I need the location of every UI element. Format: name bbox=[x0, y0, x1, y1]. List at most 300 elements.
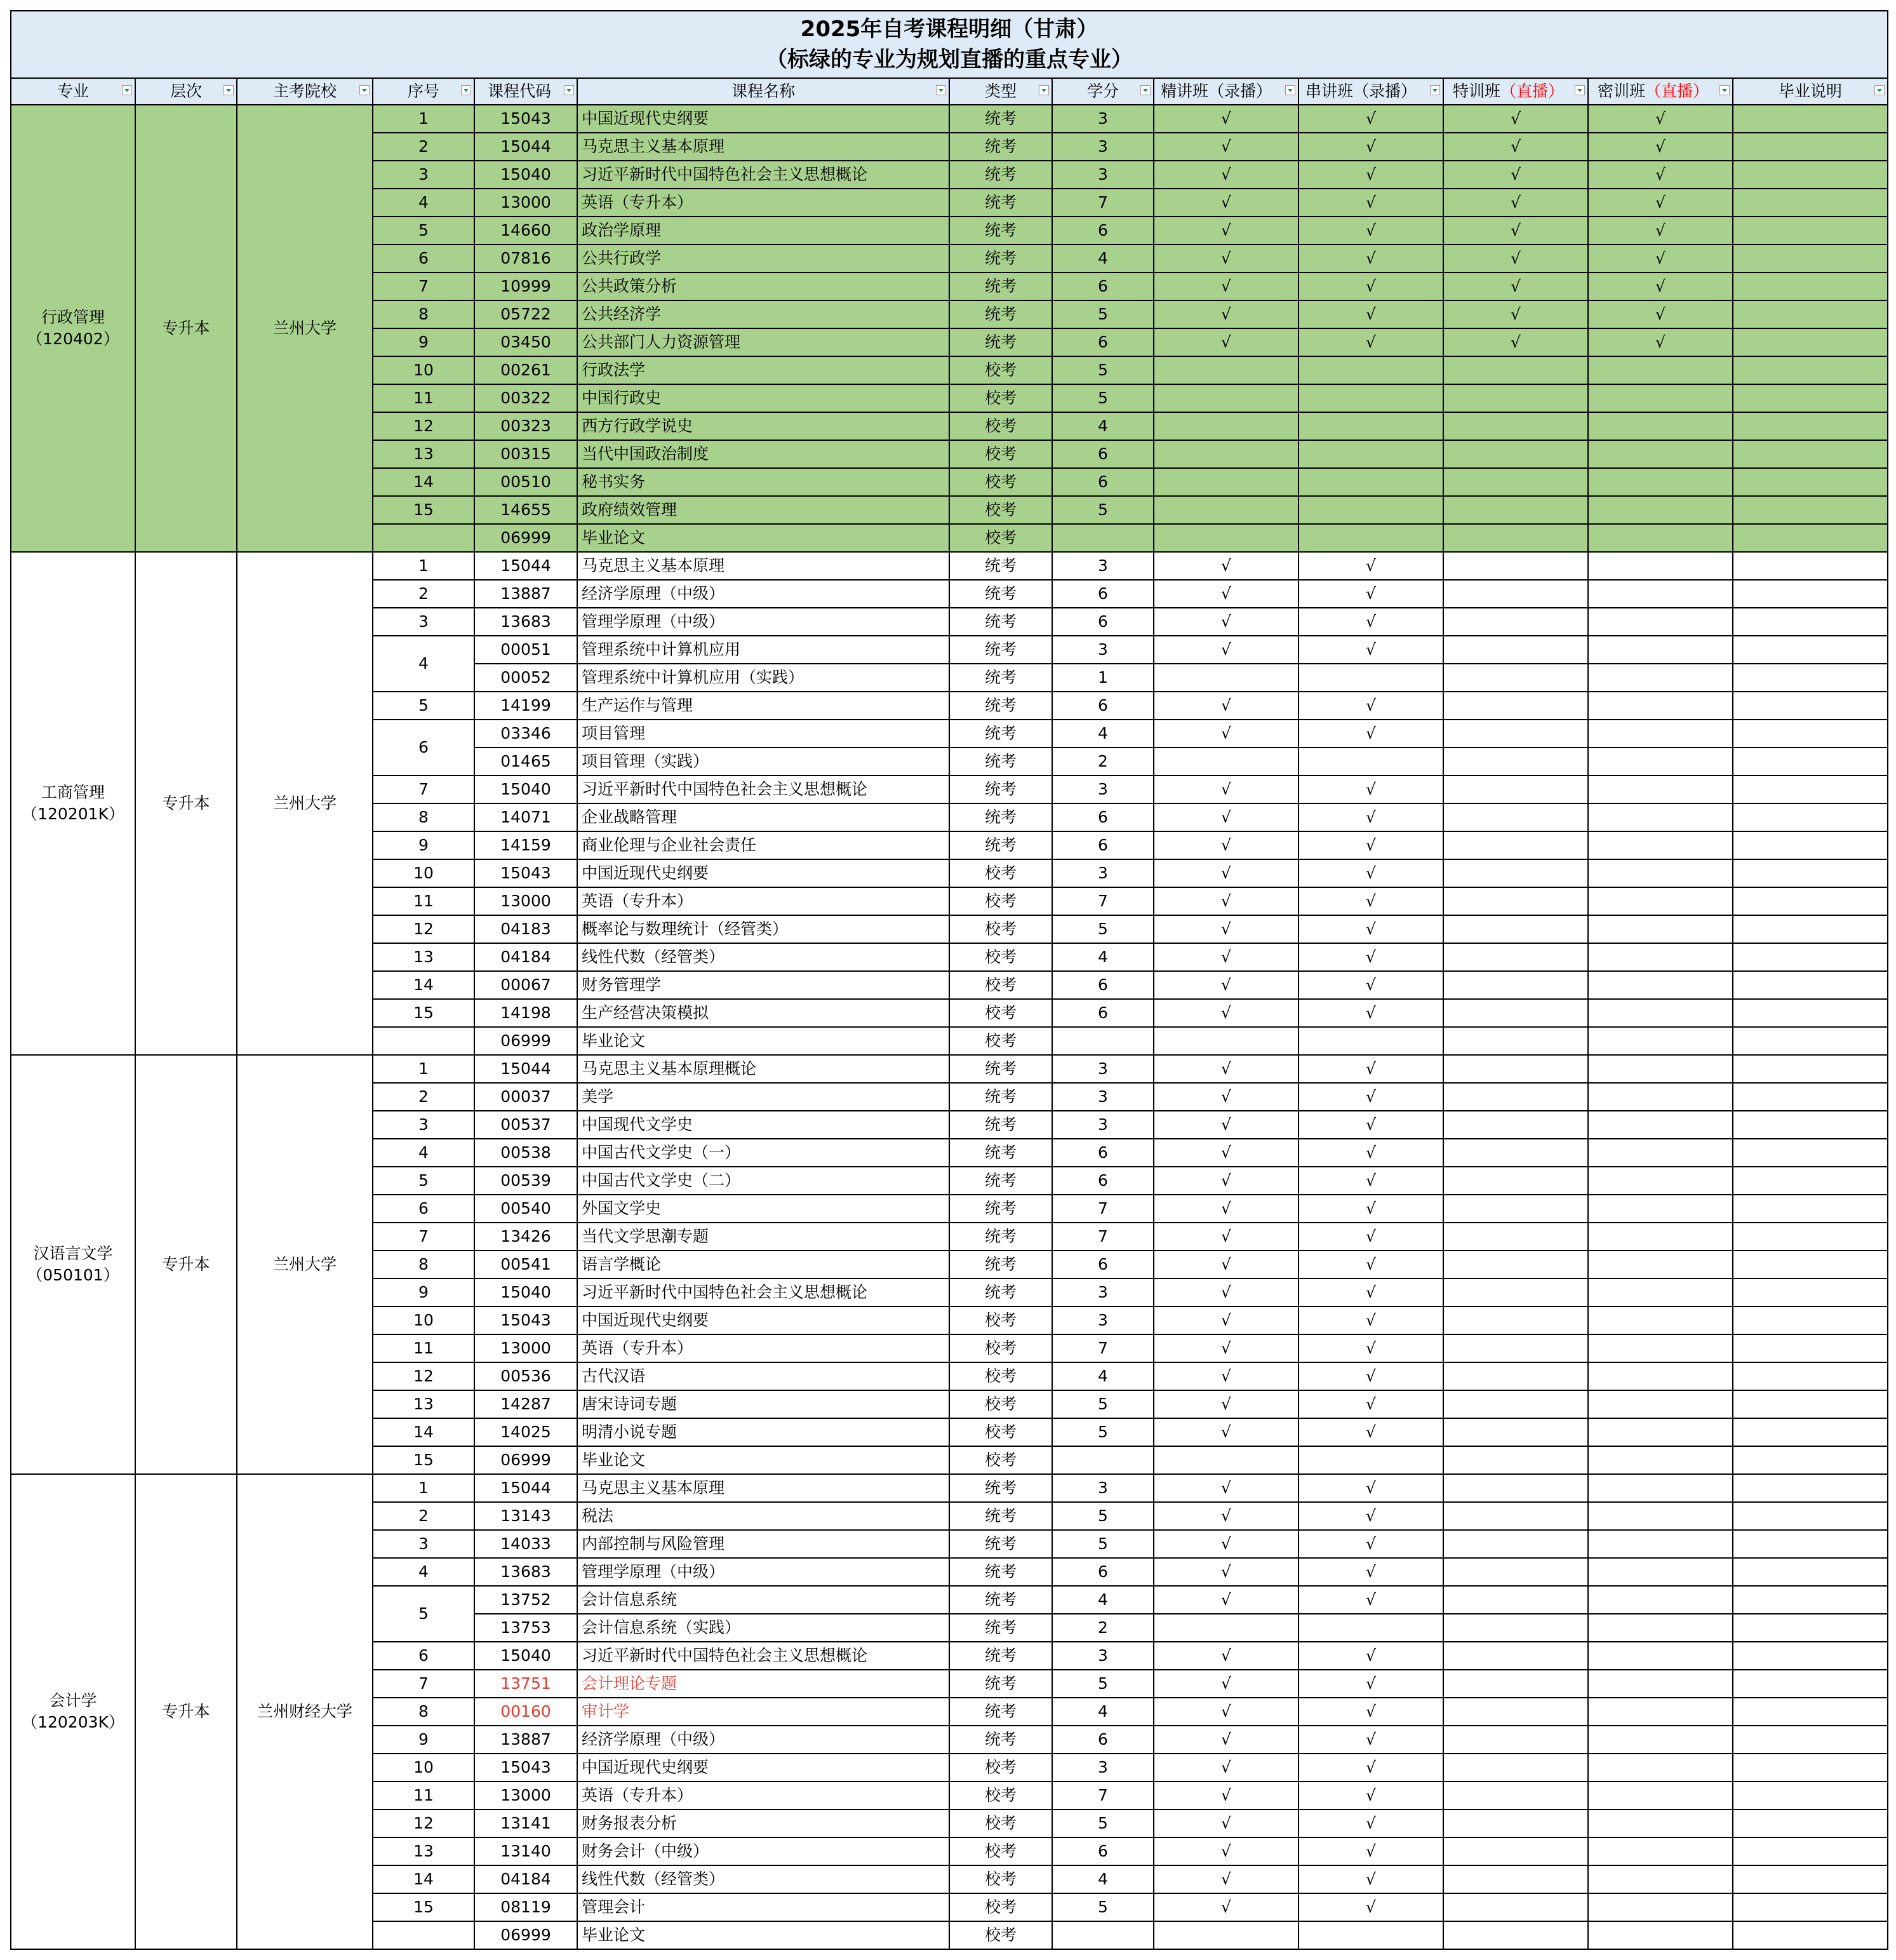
course-name-cell[interactable]: 概率论与数理统计（经管类） bbox=[577, 915, 949, 943]
check-c4-cell[interactable] bbox=[1588, 552, 1733, 580]
check-c3-cell[interactable] bbox=[1443, 552, 1588, 580]
course-name-cell[interactable]: 美学 bbox=[577, 1083, 949, 1111]
check-c4-cell[interactable] bbox=[1588, 1558, 1733, 1586]
code-cell[interactable]: 13752 bbox=[474, 1586, 577, 1614]
seq-cell[interactable]: 10 bbox=[373, 1754, 474, 1782]
code-cell[interactable]: 15044 bbox=[474, 1055, 577, 1083]
check-c3-cell[interactable] bbox=[1443, 887, 1588, 915]
check-c1-cell[interactable]: √ bbox=[1154, 1362, 1298, 1390]
type-cell[interactable]: 统考 bbox=[949, 1251, 1052, 1279]
seq-cell[interactable]: 1 bbox=[373, 1055, 474, 1083]
seq-cell[interactable]: 14 bbox=[373, 1865, 474, 1893]
note-cell[interactable] bbox=[1733, 580, 1888, 608]
header-level[interactable] bbox=[135, 78, 237, 105]
credit-cell[interactable]: 5 bbox=[1052, 1670, 1154, 1698]
check-c2-cell[interactable]: √ bbox=[1298, 1474, 1443, 1502]
seq-cell[interactable]: 11 bbox=[373, 887, 474, 915]
note-cell[interactable] bbox=[1733, 1837, 1888, 1865]
check-c1-cell[interactable]: √ bbox=[1154, 1418, 1298, 1446]
code-cell[interactable]: 00510 bbox=[474, 468, 577, 496]
check-c2-cell[interactable]: √ bbox=[1298, 1418, 1443, 1446]
note-cell[interactable] bbox=[1733, 1195, 1888, 1223]
check-c4-cell[interactable] bbox=[1588, 1530, 1733, 1558]
check-c1-cell[interactable]: √ bbox=[1154, 1055, 1298, 1083]
course-name-cell[interactable]: 经济学原理（中级） bbox=[577, 1726, 949, 1754]
check-c4-cell[interactable] bbox=[1588, 1921, 1733, 1949]
type-cell[interactable]: 统考 bbox=[949, 1614, 1052, 1642]
course-name-cell[interactable]: 管理系统中计算机应用 bbox=[577, 636, 949, 664]
code-cell[interactable]: 15043 bbox=[474, 1306, 577, 1334]
check-c2-cell[interactable]: √ bbox=[1298, 859, 1443, 887]
credit-cell[interactable]: 5 bbox=[1052, 915, 1154, 943]
check-c3-cell[interactable] bbox=[1443, 1474, 1588, 1502]
check-c1-cell[interactable] bbox=[1154, 440, 1298, 468]
seq-cell[interactable]: 2 bbox=[373, 1502, 474, 1530]
credit-cell[interactable]: 6 bbox=[1052, 217, 1154, 245]
seq-cell[interactable]: 9 bbox=[373, 1279, 474, 1306]
check-c2-cell[interactable]: √ bbox=[1298, 831, 1443, 859]
note-cell[interactable] bbox=[1733, 1111, 1888, 1139]
note-cell[interactable] bbox=[1733, 887, 1888, 915]
credit-cell[interactable]: 1 bbox=[1052, 664, 1154, 692]
credit-cell[interactable]: 6 bbox=[1052, 468, 1154, 496]
check-c1-cell[interactable]: √ bbox=[1154, 775, 1298, 803]
check-c1-cell[interactable] bbox=[1154, 496, 1298, 524]
check-c3-cell[interactable] bbox=[1443, 1251, 1588, 1279]
code-cell[interactable]: 00315 bbox=[474, 440, 577, 468]
check-c1-cell[interactable]: √ bbox=[1154, 943, 1298, 971]
credit-cell[interactable]: 7 bbox=[1052, 1195, 1154, 1223]
check-c1-cell[interactable]: √ bbox=[1154, 1670, 1298, 1698]
school-cell[interactable]: 兰州大学 bbox=[237, 552, 373, 1055]
check-c2-cell[interactable] bbox=[1298, 1921, 1443, 1949]
check-c3-cell[interactable] bbox=[1443, 1921, 1588, 1949]
code-cell[interactable]: 00052 bbox=[474, 664, 577, 692]
check-c4-cell[interactable] bbox=[1588, 1139, 1733, 1167]
credit-cell[interactable]: 3 bbox=[1052, 1306, 1154, 1334]
check-c1-cell[interactable]: √ bbox=[1154, 636, 1298, 664]
code-cell[interactable]: 06999 bbox=[474, 1446, 577, 1474]
seq-cell[interactable]: 6 bbox=[373, 1195, 474, 1223]
course-name-cell[interactable]: 项目管理 bbox=[577, 720, 949, 748]
seq-cell[interactable]: 1 bbox=[373, 105, 474, 133]
check-c3-cell[interactable] bbox=[1443, 1418, 1588, 1446]
type-cell[interactable]: 校考 bbox=[949, 1362, 1052, 1390]
check-c2-cell[interactable]: √ bbox=[1298, 328, 1443, 356]
type-cell[interactable]: 统考 bbox=[949, 748, 1052, 775]
seq-cell[interactable]: 2 bbox=[373, 580, 474, 608]
check-c3-cell[interactable] bbox=[1443, 831, 1588, 859]
check-c3-cell[interactable]: √ bbox=[1443, 133, 1588, 161]
seq-cell[interactable]: 12 bbox=[373, 1809, 474, 1837]
check-c1-cell[interactable]: √ bbox=[1154, 915, 1298, 943]
check-c3-cell[interactable] bbox=[1443, 1502, 1588, 1530]
credit-cell[interactable]: 3 bbox=[1052, 1055, 1154, 1083]
filter-dropdown-icon[interactable] bbox=[1140, 85, 1151, 95]
course-name-cell[interactable]: 经济学原理（中级） bbox=[577, 580, 949, 608]
school-cell[interactable]: 兰州大学 bbox=[237, 1055, 373, 1474]
note-cell[interactable] bbox=[1733, 692, 1888, 720]
check-c3-cell[interactable] bbox=[1443, 384, 1588, 412]
check-c1-cell[interactable]: √ bbox=[1154, 161, 1298, 189]
filter-dropdown-icon[interactable] bbox=[1874, 85, 1885, 95]
check-c2-cell[interactable]: √ bbox=[1298, 1139, 1443, 1167]
check-c1-cell[interactable]: √ bbox=[1154, 580, 1298, 608]
type-cell[interactable]: 统考 bbox=[949, 272, 1052, 300]
type-cell[interactable]: 统考 bbox=[949, 608, 1052, 636]
check-c4-cell[interactable]: √ bbox=[1588, 105, 1733, 133]
seq-cell[interactable]: 5 bbox=[373, 692, 474, 720]
check-c2-cell[interactable]: √ bbox=[1298, 245, 1443, 272]
course-name-cell[interactable]: 财务会计（中级） bbox=[577, 1837, 949, 1865]
check-c4-cell[interactable] bbox=[1588, 468, 1733, 496]
seq-cell[interactable]: 15 bbox=[373, 496, 474, 524]
note-cell[interactable] bbox=[1733, 1558, 1888, 1586]
check-c1-cell[interactable]: √ bbox=[1154, 105, 1298, 133]
credit-cell[interactable]: 6 bbox=[1052, 580, 1154, 608]
check-c2-cell[interactable] bbox=[1298, 468, 1443, 496]
check-c4-cell[interactable] bbox=[1588, 1167, 1733, 1195]
check-c2-cell[interactable] bbox=[1298, 496, 1443, 524]
header-school[interactable] bbox=[237, 78, 373, 105]
check-c4-cell[interactable] bbox=[1588, 1809, 1733, 1837]
seq-cell[interactable] bbox=[373, 1027, 474, 1055]
check-c1-cell[interactable]: √ bbox=[1154, 300, 1298, 328]
note-cell[interactable] bbox=[1733, 1251, 1888, 1279]
check-c3-cell[interactable] bbox=[1443, 1614, 1588, 1642]
credit-cell[interactable]: 3 bbox=[1052, 1754, 1154, 1782]
check-c1-cell[interactable]: √ bbox=[1154, 189, 1298, 217]
check-c3-cell[interactable] bbox=[1443, 1754, 1588, 1782]
check-c2-cell[interactable]: √ bbox=[1298, 915, 1443, 943]
code-cell[interactable]: 08119 bbox=[474, 1893, 577, 1921]
course-name-cell[interactable]: 明清小说专题 bbox=[577, 1418, 949, 1446]
code-cell[interactable]: 01465 bbox=[474, 748, 577, 775]
level-cell[interactable]: 专升本 bbox=[135, 1474, 237, 1949]
seq-cell[interactable]: 14 bbox=[373, 1418, 474, 1446]
check-c2-cell[interactable]: √ bbox=[1298, 1642, 1443, 1670]
check-c4-cell[interactable] bbox=[1588, 440, 1733, 468]
check-c4-cell[interactable] bbox=[1588, 999, 1733, 1027]
header-code[interactable] bbox=[474, 78, 577, 105]
code-cell[interactable]: 15044 bbox=[474, 552, 577, 580]
code-cell[interactable]: 13000 bbox=[474, 1334, 577, 1362]
check-c3-cell[interactable] bbox=[1443, 803, 1588, 831]
code-cell[interactable]: 14655 bbox=[474, 496, 577, 524]
note-cell[interactable] bbox=[1733, 831, 1888, 859]
check-c2-cell[interactable]: √ bbox=[1298, 636, 1443, 664]
check-c3-cell[interactable] bbox=[1443, 1083, 1588, 1111]
check-c1-cell[interactable]: √ bbox=[1154, 1865, 1298, 1893]
note-cell[interactable] bbox=[1733, 636, 1888, 664]
check-c3-cell[interactable] bbox=[1443, 720, 1588, 748]
filter-dropdown-icon[interactable] bbox=[1575, 85, 1585, 95]
filter-dropdown-icon[interactable] bbox=[564, 85, 574, 95]
course-name-cell[interactable]: 线性代数（经管类） bbox=[577, 943, 949, 971]
credit-cell[interactable]: 4 bbox=[1052, 720, 1154, 748]
note-cell[interactable] bbox=[1733, 720, 1888, 748]
credit-cell[interactable]: 6 bbox=[1052, 971, 1154, 999]
type-cell[interactable]: 统考 bbox=[949, 1279, 1052, 1306]
type-cell[interactable]: 统考 bbox=[949, 1698, 1052, 1726]
course-name-cell[interactable]: 商业伦理与企业社会责任 bbox=[577, 831, 949, 859]
check-c1-cell[interactable]: √ bbox=[1154, 1083, 1298, 1111]
credit-cell[interactable]: 3 bbox=[1052, 133, 1154, 161]
check-c2-cell[interactable] bbox=[1298, 412, 1443, 440]
note-cell[interactable] bbox=[1733, 1754, 1888, 1782]
credit-cell[interactable]: 6 bbox=[1052, 1726, 1154, 1754]
check-c2-cell[interactable]: √ bbox=[1298, 1726, 1443, 1754]
note-cell[interactable] bbox=[1733, 1921, 1888, 1949]
check-c1-cell[interactable]: √ bbox=[1154, 133, 1298, 161]
course-name-cell[interactable]: 毕业论文 bbox=[577, 524, 949, 552]
type-cell[interactable]: 统考 bbox=[949, 1670, 1052, 1698]
check-c2-cell[interactable]: √ bbox=[1298, 1362, 1443, 1390]
code-cell[interactable]: 07816 bbox=[474, 245, 577, 272]
check-c1-cell[interactable] bbox=[1154, 524, 1298, 552]
credit-cell[interactable]: 4 bbox=[1052, 943, 1154, 971]
note-cell[interactable] bbox=[1733, 1306, 1888, 1334]
note-cell[interactable] bbox=[1733, 803, 1888, 831]
seq-cell[interactable]: 14 bbox=[373, 971, 474, 999]
note-cell[interactable] bbox=[1733, 1586, 1888, 1614]
course-name-cell[interactable]: 习近平新时代中国特色社会主义思想概论 bbox=[577, 775, 949, 803]
check-c1-cell[interactable]: √ bbox=[1154, 1837, 1298, 1865]
check-c4-cell[interactable] bbox=[1588, 1306, 1733, 1334]
credit-cell[interactable]: 6 bbox=[1052, 328, 1154, 356]
note-cell[interactable] bbox=[1733, 1809, 1888, 1837]
header-c2[interactable] bbox=[1298, 78, 1443, 105]
check-c1-cell[interactable]: √ bbox=[1154, 1334, 1298, 1362]
course-name-cell[interactable]: 审计学 bbox=[577, 1698, 949, 1726]
credit-cell[interactable]: 6 bbox=[1052, 999, 1154, 1027]
code-cell[interactable]: 00261 bbox=[474, 356, 577, 384]
type-cell[interactable]: 统考 bbox=[949, 1474, 1052, 1502]
type-cell[interactable]: 统考 bbox=[949, 1055, 1052, 1083]
code-cell[interactable]: 14198 bbox=[474, 999, 577, 1027]
check-c4-cell[interactable] bbox=[1588, 496, 1733, 524]
type-cell[interactable]: 校考 bbox=[949, 440, 1052, 468]
note-cell[interactable] bbox=[1733, 133, 1888, 161]
check-c2-cell[interactable]: √ bbox=[1298, 1223, 1443, 1251]
check-c4-cell[interactable] bbox=[1588, 664, 1733, 692]
course-name-cell[interactable]: 中国现代文学史 bbox=[577, 1111, 949, 1139]
check-c1-cell[interactable]: √ bbox=[1154, 608, 1298, 636]
seq-cell[interactable]: 5 bbox=[373, 1167, 474, 1195]
check-c3-cell[interactable] bbox=[1443, 1055, 1588, 1083]
note-cell[interactable] bbox=[1733, 105, 1888, 133]
check-c1-cell[interactable] bbox=[1154, 356, 1298, 384]
check-c4-cell[interactable]: √ bbox=[1588, 300, 1733, 328]
check-c1-cell[interactable]: √ bbox=[1154, 1642, 1298, 1670]
check-c2-cell[interactable]: √ bbox=[1298, 1809, 1443, 1837]
code-cell[interactable]: 00538 bbox=[474, 1139, 577, 1167]
check-c4-cell[interactable] bbox=[1588, 1083, 1733, 1111]
check-c1-cell[interactable] bbox=[1154, 664, 1298, 692]
check-c2-cell[interactable]: √ bbox=[1298, 1055, 1443, 1083]
check-c4-cell[interactable] bbox=[1588, 859, 1733, 887]
note-cell[interactable] bbox=[1733, 1418, 1888, 1446]
check-c2-cell[interactable]: √ bbox=[1298, 1167, 1443, 1195]
type-cell[interactable]: 统考 bbox=[949, 803, 1052, 831]
check-c3-cell[interactable]: √ bbox=[1443, 189, 1588, 217]
check-c4-cell[interactable] bbox=[1588, 1865, 1733, 1893]
code-cell[interactable]: 15040 bbox=[474, 161, 577, 189]
seq-cell[interactable]: 10 bbox=[373, 1306, 474, 1334]
note-cell[interactable] bbox=[1733, 1782, 1888, 1809]
credit-cell[interactable]: 7 bbox=[1052, 189, 1154, 217]
header-name[interactable] bbox=[577, 78, 949, 105]
check-c1-cell[interactable]: √ bbox=[1154, 1502, 1298, 1530]
check-c4-cell[interactable]: √ bbox=[1588, 133, 1733, 161]
note-cell[interactable] bbox=[1733, 943, 1888, 971]
check-c2-cell[interactable]: √ bbox=[1298, 1754, 1443, 1782]
credit-cell[interactable]: 3 bbox=[1052, 1279, 1154, 1306]
type-cell[interactable]: 统考 bbox=[949, 1642, 1052, 1670]
check-c4-cell[interactable] bbox=[1588, 943, 1733, 971]
check-c3-cell[interactable] bbox=[1443, 1558, 1588, 1586]
check-c3-cell[interactable] bbox=[1443, 1642, 1588, 1670]
credit-cell[interactable] bbox=[1052, 1921, 1154, 1949]
type-cell[interactable]: 校考 bbox=[949, 1865, 1052, 1893]
check-c3-cell[interactable] bbox=[1443, 1167, 1588, 1195]
seq-cell[interactable]: 1 bbox=[373, 1474, 474, 1502]
note-cell[interactable] bbox=[1733, 468, 1888, 496]
code-cell[interactable]: 15043 bbox=[474, 859, 577, 887]
code-cell[interactable]: 03450 bbox=[474, 328, 577, 356]
check-c1-cell[interactable]: √ bbox=[1154, 328, 1298, 356]
seq-cell[interactable]: 15 bbox=[373, 1446, 474, 1474]
type-cell[interactable]: 校考 bbox=[949, 384, 1052, 412]
course-name-cell[interactable]: 生产经营决策模拟 bbox=[577, 999, 949, 1027]
check-c3-cell[interactable] bbox=[1443, 775, 1588, 803]
check-c3-cell[interactable] bbox=[1443, 608, 1588, 636]
check-c4-cell[interactable] bbox=[1588, 1698, 1733, 1726]
seq-cell[interactable]: 13 bbox=[373, 1837, 474, 1865]
note-cell[interactable] bbox=[1733, 412, 1888, 440]
credit-cell[interactable]: 3 bbox=[1052, 859, 1154, 887]
course-name-cell[interactable]: 管理学原理（中级） bbox=[577, 1558, 949, 1586]
check-c2-cell[interactable]: √ bbox=[1298, 1558, 1443, 1586]
check-c4-cell[interactable] bbox=[1588, 636, 1733, 664]
check-c3-cell[interactable] bbox=[1443, 859, 1588, 887]
check-c4-cell[interactable]: √ bbox=[1588, 161, 1733, 189]
check-c2-cell[interactable]: √ bbox=[1298, 775, 1443, 803]
code-cell[interactable]: 13426 bbox=[474, 1223, 577, 1251]
credit-cell[interactable]: 3 bbox=[1052, 1474, 1154, 1502]
code-cell[interactable]: 13000 bbox=[474, 189, 577, 217]
type-cell[interactable]: 校考 bbox=[949, 971, 1052, 999]
check-c1-cell[interactable]: √ bbox=[1154, 1306, 1298, 1334]
credit-cell[interactable]: 4 bbox=[1052, 245, 1154, 272]
code-cell[interactable]: 13141 bbox=[474, 1809, 577, 1837]
check-c2-cell[interactable]: √ bbox=[1298, 1530, 1443, 1558]
note-cell[interactable] bbox=[1733, 1390, 1888, 1418]
check-c2-cell[interactable]: √ bbox=[1298, 105, 1443, 133]
code-cell[interactable]: 00037 bbox=[474, 1083, 577, 1111]
check-c1-cell[interactable] bbox=[1154, 748, 1298, 775]
check-c1-cell[interactable]: √ bbox=[1154, 859, 1298, 887]
type-cell[interactable]: 统考 bbox=[949, 1502, 1052, 1530]
course-name-cell[interactable]: 财务报表分析 bbox=[577, 1809, 949, 1837]
code-cell[interactable]: 13140 bbox=[474, 1837, 577, 1865]
level-cell[interactable]: 专升本 bbox=[135, 1055, 237, 1474]
course-name-cell[interactable]: 会计信息系统（实践） bbox=[577, 1614, 949, 1642]
check-c3-cell[interactable] bbox=[1443, 580, 1588, 608]
code-cell[interactable]: 14159 bbox=[474, 831, 577, 859]
course-name-cell[interactable]: 秘书实务 bbox=[577, 468, 949, 496]
code-cell[interactable]: 15044 bbox=[474, 1474, 577, 1502]
code-cell[interactable]: 00537 bbox=[474, 1111, 577, 1139]
type-cell[interactable]: 统考 bbox=[949, 1111, 1052, 1139]
seq-cell[interactable]: 12 bbox=[373, 412, 474, 440]
type-cell[interactable]: 校考 bbox=[949, 1921, 1052, 1949]
major-cell[interactable] bbox=[11, 552, 135, 1055]
note-cell[interactable] bbox=[1733, 1670, 1888, 1698]
check-c4-cell[interactable] bbox=[1588, 887, 1733, 915]
filter-dropdown-icon[interactable] bbox=[936, 85, 946, 95]
course-name-cell[interactable]: 西方行政学说史 bbox=[577, 412, 949, 440]
code-cell[interactable]: 06999 bbox=[474, 524, 577, 552]
check-c1-cell[interactable]: √ bbox=[1154, 1558, 1298, 1586]
check-c4-cell[interactable] bbox=[1588, 524, 1733, 552]
check-c4-cell[interactable] bbox=[1588, 608, 1733, 636]
check-c2-cell[interactable]: √ bbox=[1298, 1251, 1443, 1279]
code-cell[interactable]: 15040 bbox=[474, 775, 577, 803]
check-c4-cell[interactable] bbox=[1588, 580, 1733, 608]
check-c3-cell[interactable] bbox=[1443, 636, 1588, 664]
type-cell[interactable]: 校考 bbox=[949, 887, 1052, 915]
check-c2-cell[interactable] bbox=[1298, 440, 1443, 468]
seq-cell[interactable]: 11 bbox=[373, 1782, 474, 1809]
note-cell[interactable] bbox=[1733, 440, 1888, 468]
check-c1-cell[interactable]: √ bbox=[1154, 1754, 1298, 1782]
check-c3-cell[interactable] bbox=[1443, 1390, 1588, 1418]
credit-cell[interactable]: 7 bbox=[1052, 887, 1154, 915]
course-name-cell[interactable]: 英语（专升本） bbox=[577, 1334, 949, 1362]
check-c3-cell[interactable]: √ bbox=[1443, 161, 1588, 189]
type-cell[interactable]: 统考 bbox=[949, 1558, 1052, 1586]
check-c1-cell[interactable]: √ bbox=[1154, 831, 1298, 859]
type-cell[interactable]: 校考 bbox=[949, 1390, 1052, 1418]
type-cell[interactable]: 统考 bbox=[949, 580, 1052, 608]
course-name-cell[interactable]: 中国古代文学史（一） bbox=[577, 1139, 949, 1167]
course-name-cell[interactable]: 公共部门人力资源管理 bbox=[577, 328, 949, 356]
check-c4-cell[interactable] bbox=[1588, 1279, 1733, 1306]
type-cell[interactable]: 统考 bbox=[949, 1530, 1052, 1558]
check-c2-cell[interactable]: √ bbox=[1298, 692, 1443, 720]
check-c3-cell[interactable] bbox=[1443, 1223, 1588, 1251]
course-name-cell[interactable]: 马克思主义基本原理概论 bbox=[577, 1055, 949, 1083]
header-c1[interactable] bbox=[1154, 78, 1298, 105]
check-c4-cell[interactable] bbox=[1588, 831, 1733, 859]
type-cell[interactable]: 统考 bbox=[949, 245, 1052, 272]
check-c4-cell[interactable] bbox=[1588, 1223, 1733, 1251]
code-cell[interactable]: 03346 bbox=[474, 720, 577, 748]
filter-dropdown-icon[interactable] bbox=[122, 85, 132, 95]
check-c4-cell[interactable] bbox=[1588, 356, 1733, 384]
check-c1-cell[interactable]: √ bbox=[1154, 1223, 1298, 1251]
check-c4-cell[interactable] bbox=[1588, 971, 1733, 999]
type-cell[interactable]: 统考 bbox=[949, 636, 1052, 664]
check-c3-cell[interactable]: √ bbox=[1443, 272, 1588, 300]
check-c1-cell[interactable]: √ bbox=[1154, 1139, 1298, 1167]
code-cell[interactable]: 05722 bbox=[474, 300, 577, 328]
code-cell[interactable]: 00539 bbox=[474, 1167, 577, 1195]
note-cell[interactable] bbox=[1733, 552, 1888, 580]
code-cell[interactable]: 15043 bbox=[474, 105, 577, 133]
type-cell[interactable]: 校考 bbox=[949, 412, 1052, 440]
